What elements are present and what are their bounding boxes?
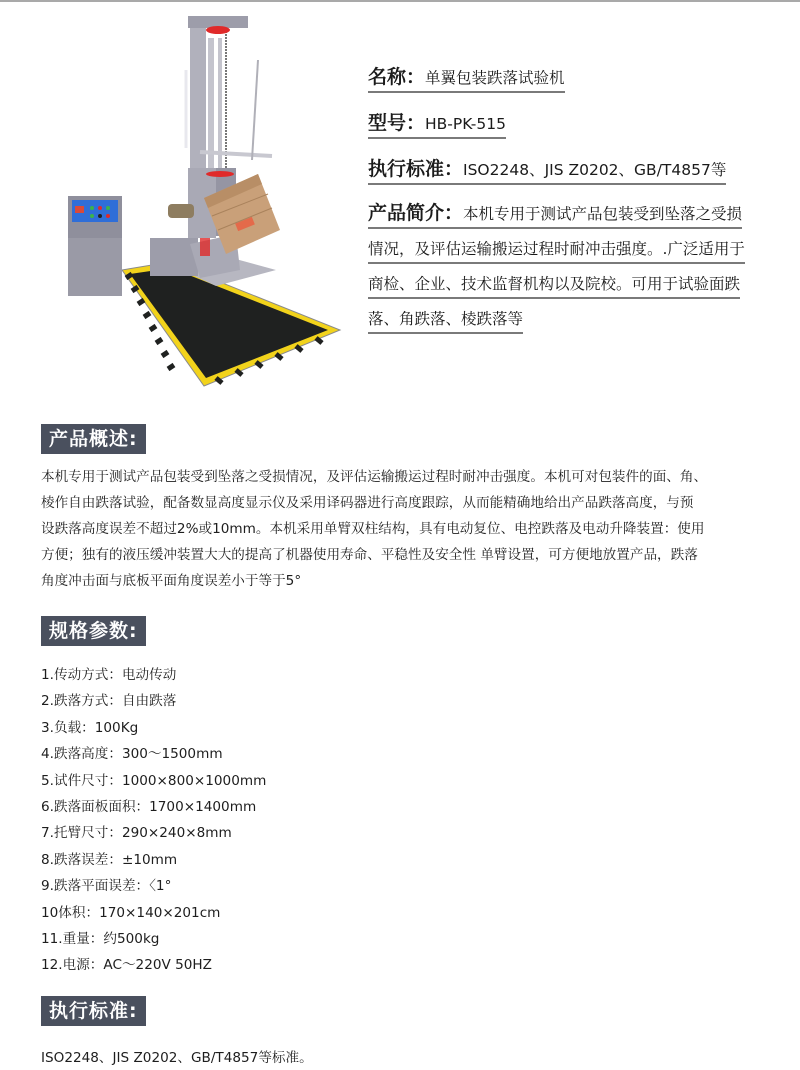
spec-item: 4.跌落高度：300～1500mm (41, 746, 223, 763)
spec-item: 6.跌落面板面积：1700×1400mm (41, 798, 257, 815)
info-standard-row (368, 158, 798, 185)
intro-label: 产品简介： (368, 202, 464, 224)
name-label: 名称： (368, 66, 426, 88)
spec-item: 2.跌落方式：自由跌落 (41, 693, 177, 710)
specs-header: 规格参数: (41, 616, 146, 646)
spec-item: 7.托臂尺寸：290×240×8mm (41, 825, 232, 842)
spec-item: 5.试件尺寸：1000×800×1000mm (41, 772, 267, 789)
overview-line: 本机专用于测试产品包装受到坠落之受损情况，及评估运输搬运过程时耐冲击强度。本机可对包装件的面、角、 (41, 469, 708, 485)
overview-line: 设跌落高度误差不超过2%或10mm。本机采用单臂双柱结构，具有电动复位、电控跌落及电动升降装置：使用 (41, 521, 705, 537)
standards-header: 执行标准: (41, 996, 146, 1026)
intro-line-3: 商检、企业、技术监督机构以及院校。可用于试验面跌 (368, 273, 740, 299)
standard-label: 执行标准： (368, 158, 464, 180)
intro-line-4: 落、角跌落、棱跌落等 (368, 308, 523, 334)
overview-line: 棱作自由跌落试验，配备数显高度显示仪及采用译码器进行高度跟踪，从而能精确地给出产品跌落高度，与预 (41, 495, 694, 511)
spec-item: 3.负载：100Kg (41, 719, 139, 736)
overview-text (41, 464, 786, 594)
overview-header: 产品概述: (41, 424, 146, 454)
spec-item: 12.电源：AC～220V 50HZ (41, 957, 212, 974)
spec-item: 9.跌落平面误差：〈1° (41, 878, 172, 895)
spec-item: 8.跌落误差：±10mm (41, 851, 178, 868)
overview-line: 角度冲击面与底板平面角度误差小于等于5° (41, 573, 302, 589)
product-image (40, 8, 360, 398)
overview-line: 方便；独有的液压缓冲装置大大的提高了机器使用寿命、平稳性及安全性 单臂设置，可方便地放置产品，跌落 (41, 547, 698, 563)
name-value: 单翼包装跌落试验机 (425, 69, 565, 87)
model-value: HB-PK-515 (425, 115, 506, 133)
intro-line-2: 情况，及评估运输搬运过程时耐冲击强度。.广泛适用于 (368, 238, 745, 264)
model-label: 型号： (368, 112, 426, 134)
standard-value: ISO2248、JIS Z0202、GB/T4857等 (463, 161, 727, 179)
info-name-row (368, 66, 798, 93)
intro-line-1: 本机专用于测试产品包装受到坠落之受损 (463, 205, 743, 223)
standards-text: ISO2248、JIS Z0202、GB/T4857等标准。 (41, 1050, 313, 1066)
top-divider (0, 0, 800, 2)
spec-item: 1.传动方式：电动传动 (41, 667, 177, 683)
spec-item: 11.重量：约500kg (41, 930, 160, 947)
product-info (368, 66, 798, 343)
info-model-row (368, 112, 798, 139)
info-intro (368, 202, 798, 334)
spec-list (41, 662, 266, 979)
spec-item: 10体积：170×140×201cm (41, 904, 221, 921)
